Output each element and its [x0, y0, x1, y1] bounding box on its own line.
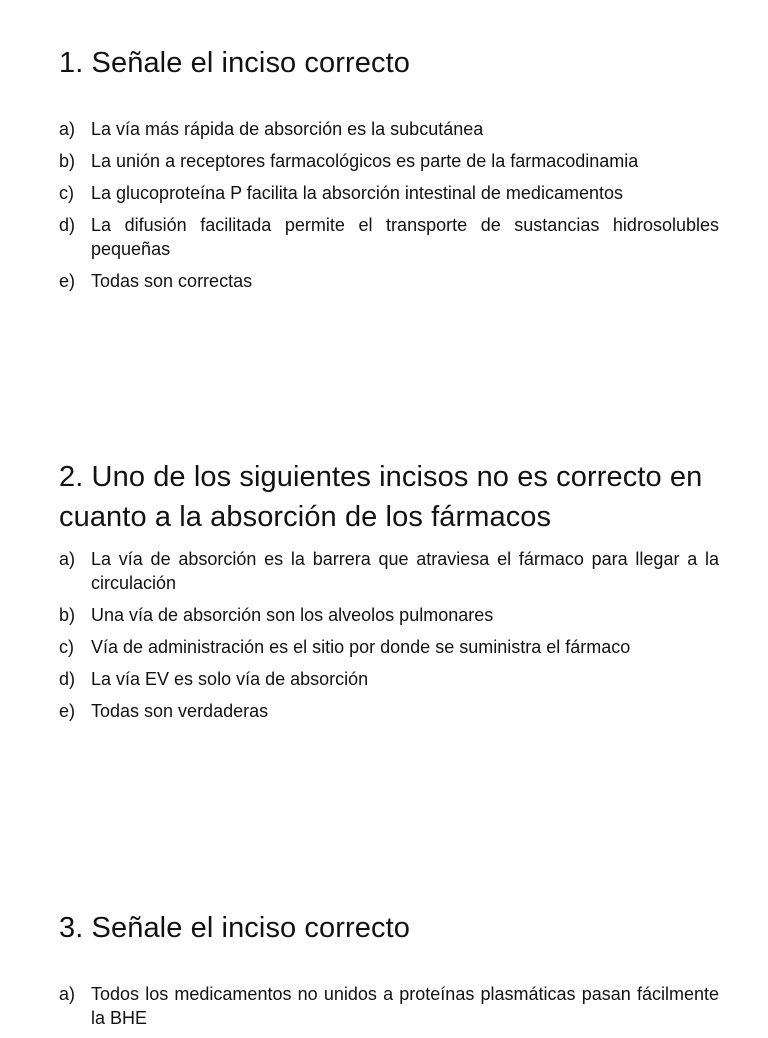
option-text: La glucoproteína P facilita la absorción intestinal de medicamentos [91, 183, 623, 203]
option-a [59, 547, 719, 595]
options-list [59, 982, 719, 1030]
option-letter: a) [59, 549, 76, 569]
question-title: 2. Uno de los siguientes incisos no es correcto en cuanto a la absorción de los fármacos [59, 461, 703, 533]
option-text: La vía más rápida de absorción es la subcutánea [91, 119, 484, 139]
option-letter: b) [59, 605, 76, 625]
option-text: Todas son verdaderas [91, 701, 269, 721]
question-title: 1. Señale el inciso correcto [59, 47, 410, 79]
option-text: La vía EV es solo vía de absorción [91, 669, 369, 689]
option-d [59, 213, 719, 261]
option-letter: b) [59, 151, 76, 171]
option-text: Una vía de absorción son los alveolos pulmonares [91, 605, 494, 625]
option-e [59, 699, 719, 723]
option-a [59, 117, 719, 141]
option-a [59, 982, 719, 1030]
option-c [59, 181, 719, 205]
option-e [59, 269, 719, 293]
options-list [59, 117, 719, 293]
option-b [59, 603, 719, 627]
option-letter: a) [59, 984, 76, 1004]
option-d [59, 667, 719, 691]
option-text: Vía de administración es el sitio por donde se suministra el fármaco [91, 637, 631, 657]
option-b [59, 149, 719, 173]
option-letter: d) [59, 215, 76, 235]
option-letter: c) [59, 637, 74, 657]
option-letter: e) [59, 271, 76, 291]
option-text: La vía de absorción es la barrera que atraviesa el fármaco para llegar a la circulación [91, 549, 719, 593]
option-letter: e) [59, 701, 76, 721]
question-2 [59, 457, 719, 731]
option-letter: d) [59, 669, 76, 689]
question-title: 3. Señale el inciso correcto [59, 912, 410, 944]
option-letter: a) [59, 119, 76, 139]
option-c [59, 635, 719, 659]
question-1 [59, 43, 719, 301]
option-text: Todas son correctas [91, 271, 253, 291]
option-letter: c) [59, 183, 74, 203]
question-3 [59, 908, 719, 1038]
option-text: La difusión facilitada permite el transporte de sustancias hidrosolubles pequeñas [91, 215, 719, 259]
option-text: La unión a receptores farmacológicos es parte de la farmacodinamia [91, 151, 639, 171]
option-text: Todos los medicamentos no unidos a proteínas plasmáticas pasan fácilmente la BHE [91, 984, 719, 1028]
options-list [59, 547, 719, 723]
